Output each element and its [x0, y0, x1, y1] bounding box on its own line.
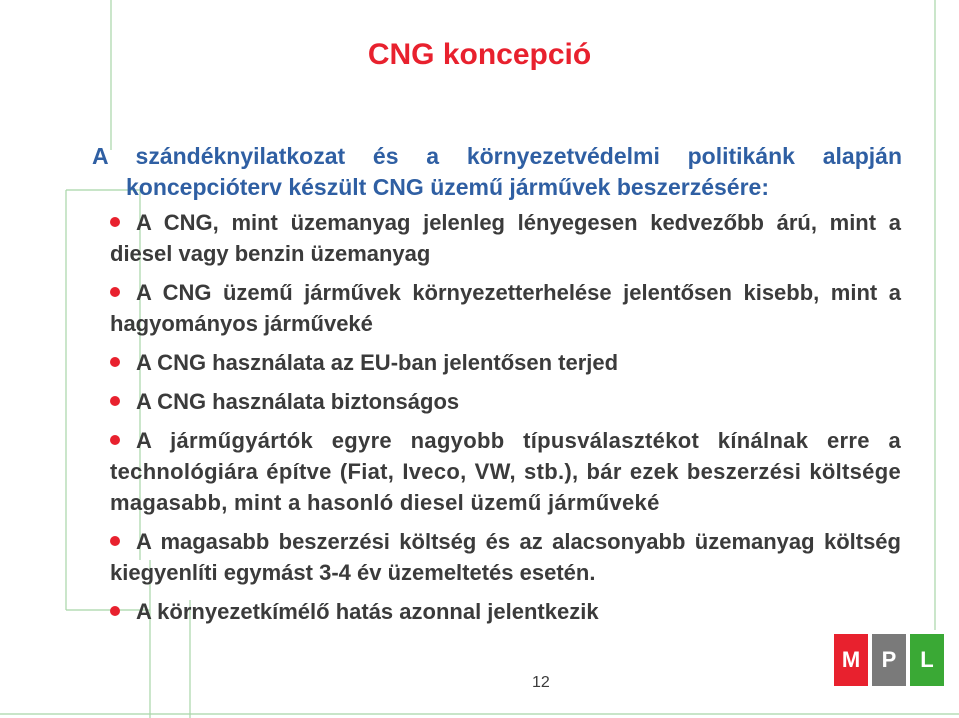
list-item: A CNG üzemű járművek környezetterhelése jelentősen kisebb, mint a hagyományos járműveké — [110, 280, 901, 336]
intro-line-1: A szándéknyilatkozat és a környezetvédelmi politikánk alapján — [92, 143, 902, 169]
intro-line-2: koncepcióterv készült CNG üzemű járművek beszerzésére: — [126, 174, 769, 200]
list-item: A CNG, mint üzemanyag jelenleg lényegesen kedvezőbb árú, mint a diesel vagy benzin üzemanyag — [110, 210, 901, 266]
bullet-dot-icon — [110, 536, 120, 546]
page-number: 12 — [532, 674, 550, 691]
list-item: A járműgyártók egyre nagyobb típusválasztékot kínálnak erre a technológiára építve (Fiat, Iveco, VW, stb.), bár ezek beszerzési költsége magasabb, mint a hasonló diesel üzemű járműveké — [110, 428, 901, 515]
bullet-dot-icon — [110, 606, 120, 616]
list-item: A környezetkímélő hatás azonnal jelentkezik — [110, 596, 901, 627]
bullet-dot-icon — [110, 217, 120, 227]
bullet-list — [110, 207, 901, 635]
mpl-logo — [834, 634, 944, 686]
bullet-dot-icon — [110, 396, 120, 406]
bullet-dot-icon — [110, 435, 120, 445]
intro-paragraph — [92, 141, 902, 203]
page-title: CNG koncepció — [367, 38, 592, 71]
logo-tile-p: P — [872, 634, 906, 686]
bullet-dot-icon — [110, 357, 120, 367]
list-item: A CNG használata az EU-ban jelentősen terjed — [110, 347, 901, 378]
logo-tile-l: L — [910, 634, 944, 686]
logo-tile-m: M — [834, 634, 868, 686]
list-item: A CNG használata biztonságos — [110, 386, 901, 417]
list-item: A magasabb beszerzési költség és az alacsonyabb üzemanyag költség kiegyenlíti egymást 3-4 év üzemeltetés esetén. — [110, 529, 901, 585]
bullet-dot-icon — [110, 287, 120, 297]
